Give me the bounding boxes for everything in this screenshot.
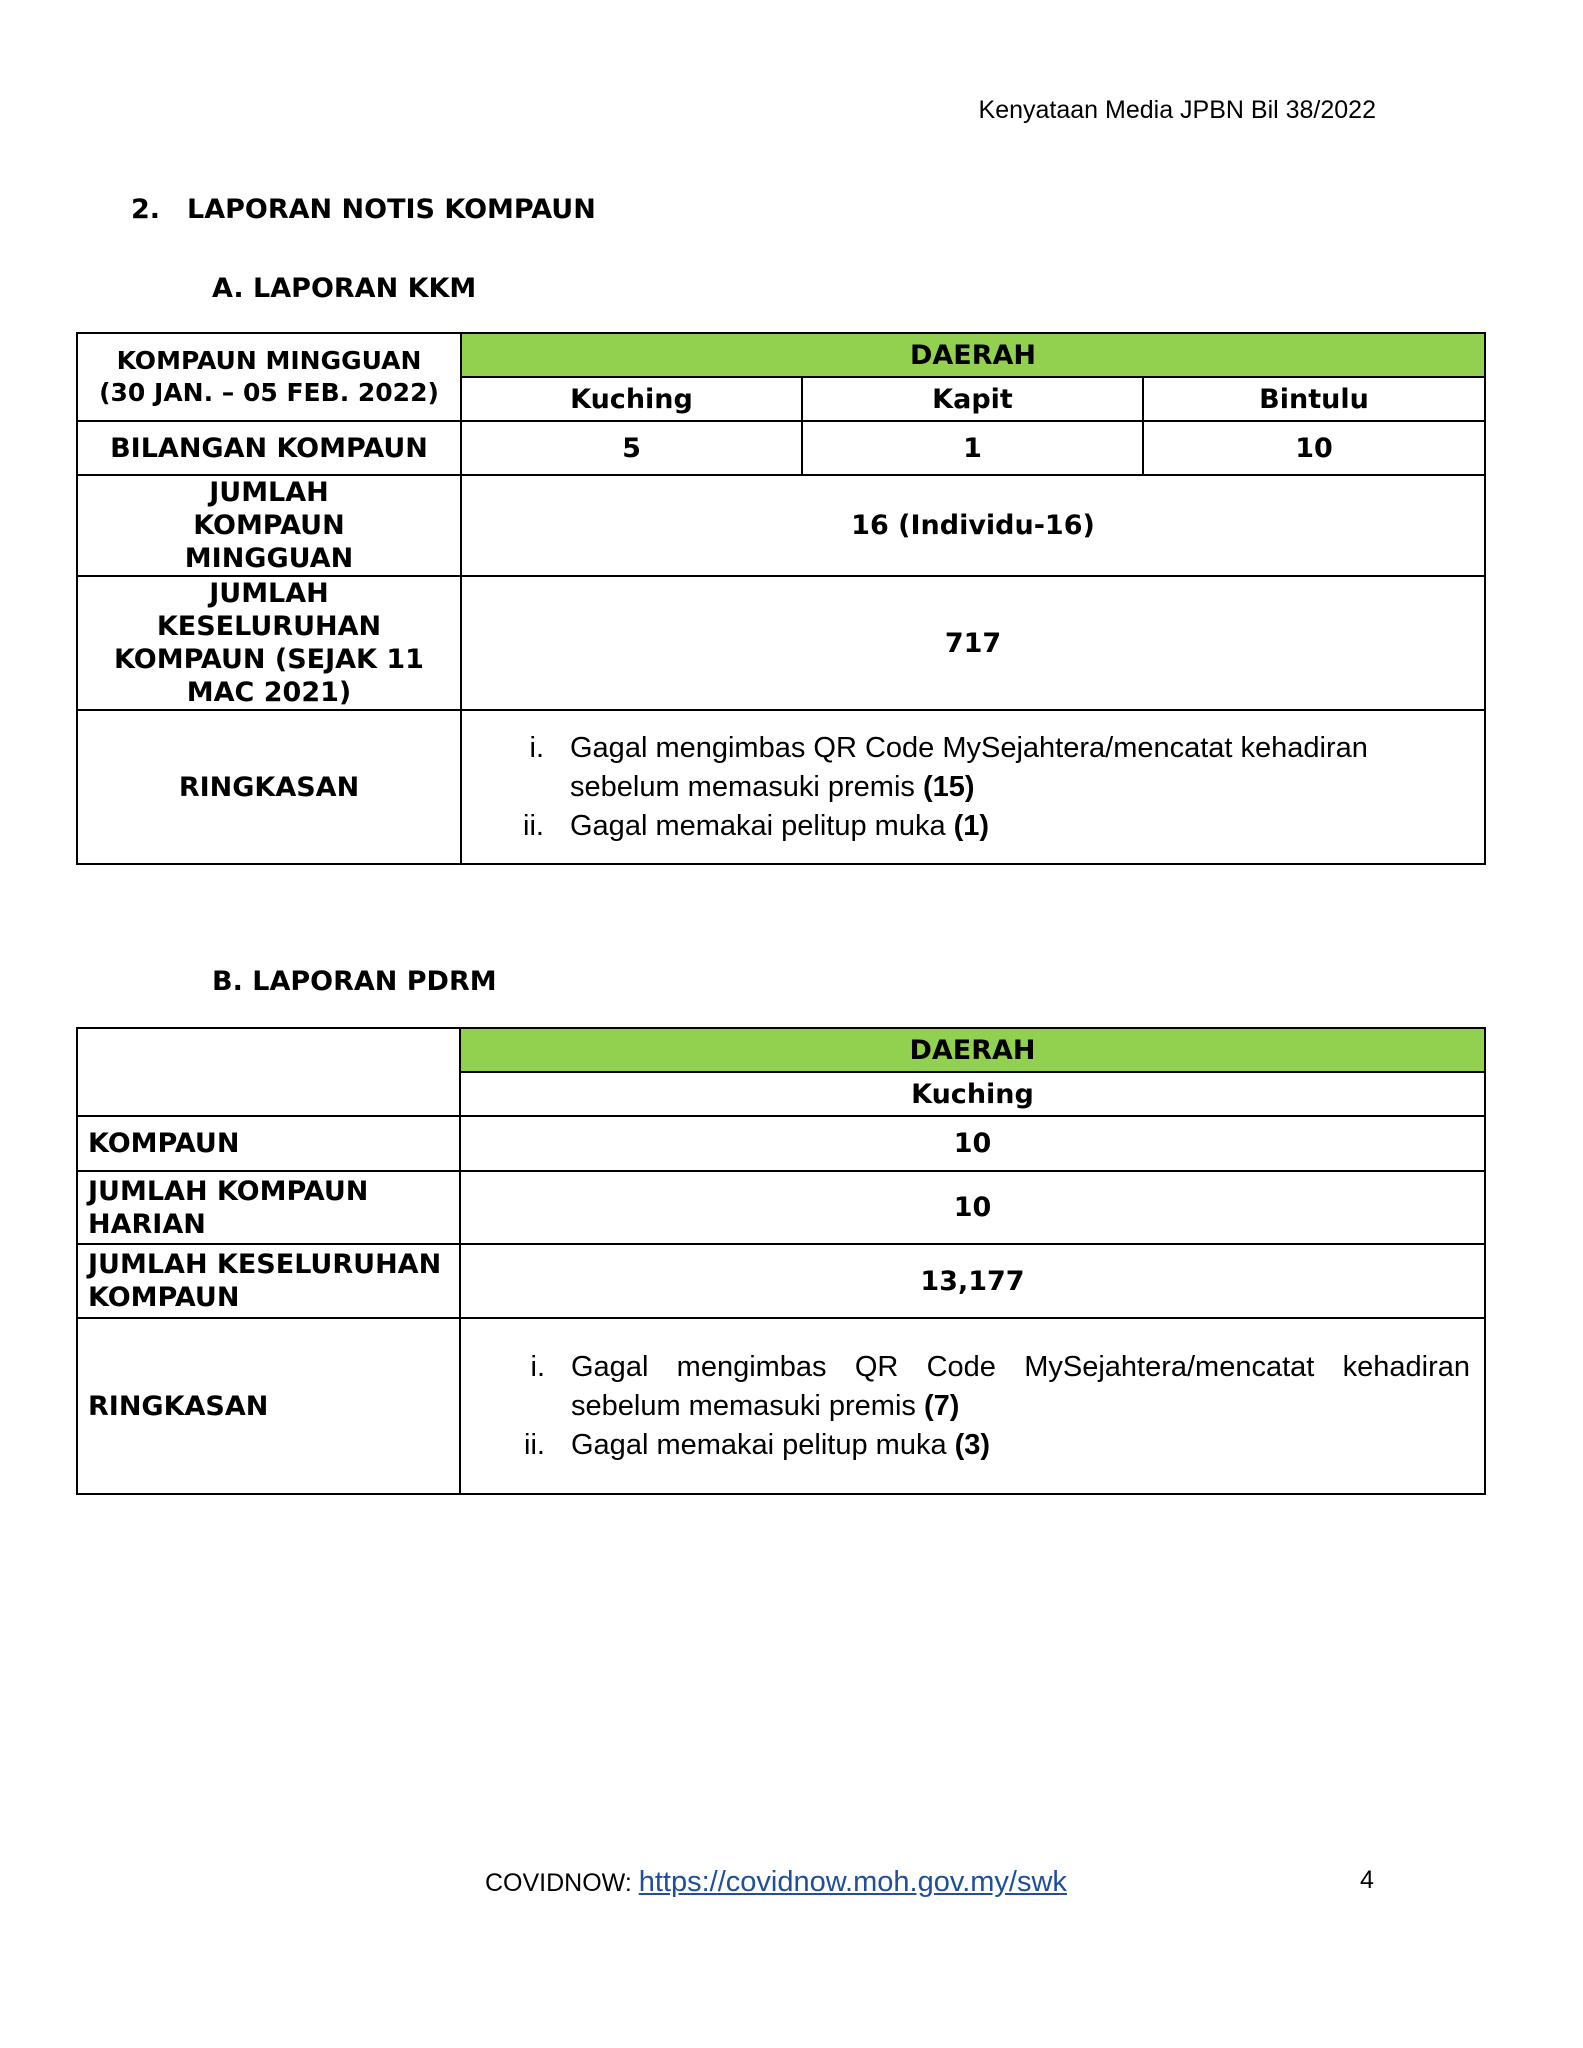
kkm-district-kapit: Kapit: [802, 377, 1143, 421]
summary-count: (15): [922, 770, 975, 803]
pdrm-kompaun-label: KOMPAUN: [77, 1116, 460, 1171]
list-marker: ii.: [523, 809, 544, 842]
section-title: LAPORAN NOTIS KOMPAUN: [187, 194, 596, 225]
summary-text: Gagal mengimbas QR Code MySejahtera/mencatat kehadiran sebelum memasuki premis (15): [570, 731, 1368, 803]
kkm-district-kuching: Kuching: [461, 377, 802, 421]
kkm-keseluruhan-value: 717: [461, 576, 1485, 710]
list-item: [461, 1426, 1470, 1465]
kkm-keseluruhan-label: JUMLAH KESELURUHAN KOMPAUN (SEJAK 11 MAC 2021): [77, 576, 461, 710]
summary-text: Gagal memakai pelitup muka (1): [570, 809, 990, 842]
kkm-corner-label-line2: (30 JAN. – 05 FEB. 2022): [99, 378, 439, 407]
pdrm-kompaun-value: 10: [460, 1116, 1485, 1171]
pdrm-district-kuching: Kuching: [460, 1072, 1485, 1116]
summary-count: (3): [954, 1428, 991, 1461]
pdrm-keseluruhan-value: 13,177: [460, 1244, 1485, 1318]
summary-text: Gagal memakai pelitup muka (3): [571, 1428, 991, 1461]
section-number: 2.: [131, 194, 161, 225]
list-item: [462, 807, 1454, 846]
kkm-district-bintulu: Bintulu: [1143, 377, 1485, 421]
kkm-daerah-header: DAERAH: [461, 333, 1485, 377]
list-item: [461, 1348, 1470, 1426]
kkm-jumlah-value: 16 (Individu-16): [461, 475, 1485, 576]
section-heading: [131, 194, 596, 225]
summary-text: Gagal mengimbas QR Code MySejahtera/mencatat kehadiran sebelum memasuki premis (7): [571, 1350, 1470, 1422]
document-reference: Kenyataan Media JPBN Bil 38/2022: [978, 96, 1376, 124]
pdrm-daerah-header: DAERAH: [460, 1028, 1485, 1072]
pdrm-corner-empty: [77, 1028, 460, 1116]
pdrm-report-table: [76, 1027, 1486, 1495]
kkm-bilangan-kapit: 1: [802, 421, 1143, 475]
kkm-summary: [461, 710, 1485, 864]
covidnow-link[interactable]: https://covidnow.moh.gov.my/swk: [638, 1866, 1067, 1898]
pdrm-ringkasan-label: RINGKASAN: [77, 1318, 460, 1494]
pdrm-keseluruhan-label: JUMLAH KESELURUHAN KOMPAUN: [77, 1244, 460, 1318]
list-item: [462, 729, 1454, 807]
kkm-bilangan-label: BILANGAN KOMPAUN: [77, 421, 461, 475]
kkm-ringkasan-label: RINGKASAN: [77, 710, 461, 864]
kkm-jumlah-label: JUMLAH KOMPAUN MINGGUAN: [77, 475, 461, 576]
page-number: 4: [1360, 1866, 1374, 1894]
list-marker: ii.: [524, 1428, 545, 1461]
kkm-bilangan-kuching: 5: [461, 421, 802, 475]
kkm-corner-label-line1: KOMPAUN MINGGUAN: [116, 346, 422, 375]
list-marker: i.: [530, 1350, 545, 1383]
pdrm-harian-value: 10: [460, 1171, 1485, 1244]
summary-count: (1): [953, 809, 990, 842]
kkm-report-table: [76, 332, 1486, 865]
summary-count: (7): [923, 1389, 960, 1422]
footer-label: COVIDNOW:: [485, 1869, 639, 1897]
pdrm-heading: B. LAPORAN PDRM: [212, 966, 497, 997]
kkm-heading: A. LAPORAN KKM: [212, 273, 477, 304]
pdrm-summary: [460, 1318, 1485, 1494]
pdrm-harian-label: JUMLAH KOMPAUN HARIAN: [77, 1171, 460, 1244]
kkm-corner-label: [77, 333, 461, 421]
list-marker: i.: [529, 731, 544, 764]
footer-source: [485, 1866, 1067, 1899]
kkm-bilangan-bintulu: 10: [1143, 421, 1485, 475]
